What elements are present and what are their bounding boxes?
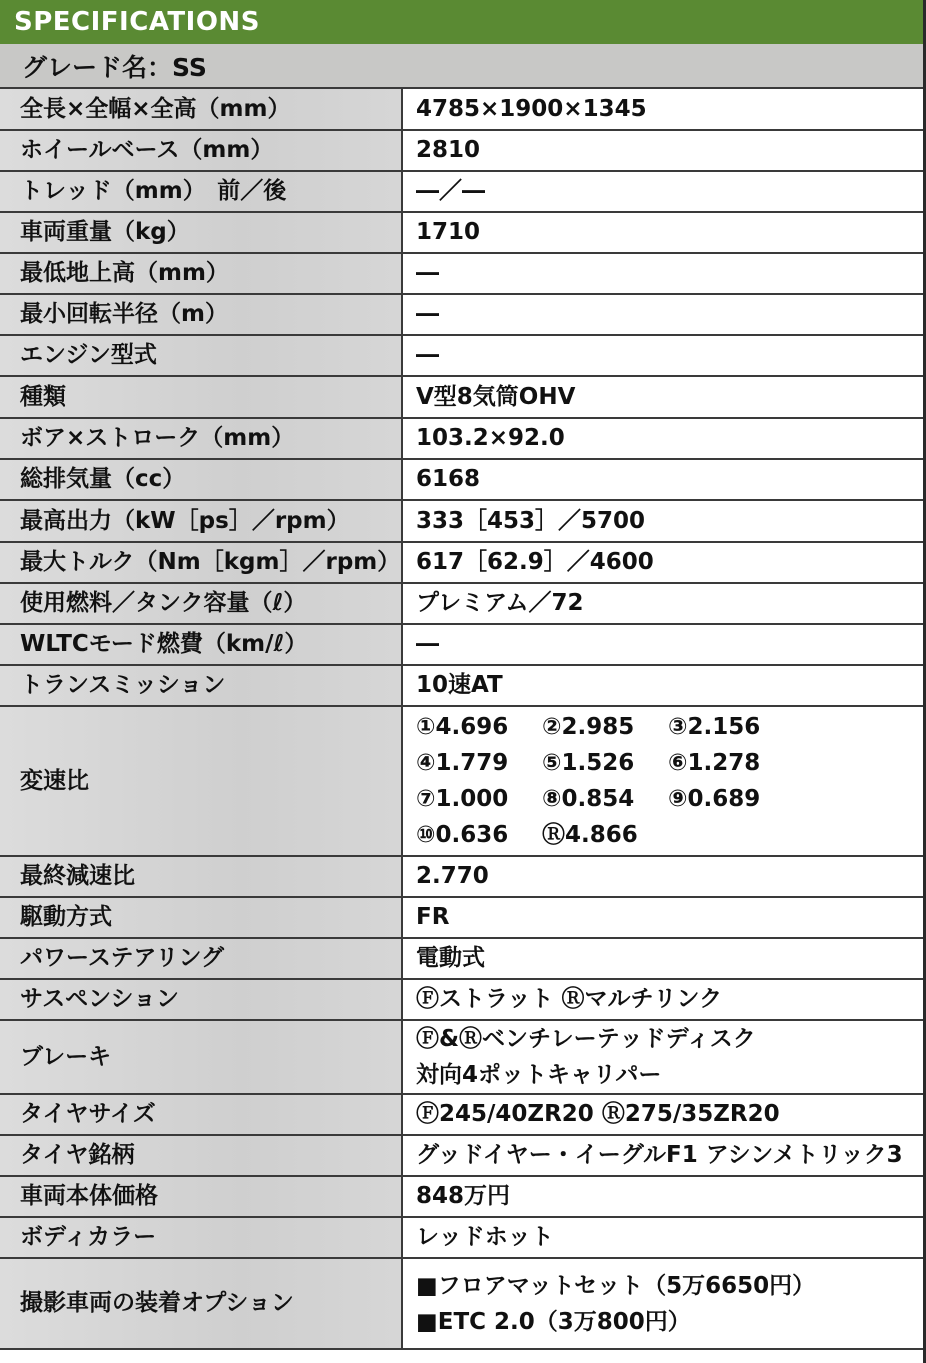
spec-value: 848万円: [402, 1176, 926, 1217]
spec-value: 6168: [402, 459, 926, 500]
spec-value-multiline: [402, 1258, 926, 1349]
gear-ratio-row: [416, 781, 926, 817]
spec-row: [0, 542, 926, 583]
gear-ratio: ⑦1.000: [416, 786, 509, 812]
grade-name: グレード名：SS: [0, 44, 926, 89]
spec-row: [0, 335, 926, 376]
spec-value: プレミアム／72: [402, 583, 926, 624]
spec-row: [0, 979, 926, 1020]
spec-row: [0, 1176, 926, 1217]
spec-row: [0, 706, 926, 856]
spec-row: [0, 376, 926, 418]
spec-row: [0, 89, 926, 130]
spec-value: 2.770: [402, 856, 926, 897]
spec-value: 電動式: [402, 938, 926, 979]
spec-label: 変速比: [0, 706, 402, 856]
gear-ratio-row: [416, 745, 926, 781]
spec-row: [0, 418, 926, 459]
spec-value: グッドイヤー・イーグルF1 アシンメトリック3: [402, 1135, 926, 1176]
gear-ratio: ④1.779: [416, 750, 509, 776]
spec-label: 撮影車両の装着オプション: [0, 1258, 402, 1349]
gear-ratio: ⑩0.636: [416, 822, 509, 848]
spec-row: [0, 171, 926, 212]
spec-value: レッドホット: [402, 1217, 926, 1258]
gear-ratio-row: [416, 817, 926, 853]
spec-value-line: ■フロアマットセット（5万6650円）: [416, 1272, 816, 1299]
spec-row: [0, 1094, 926, 1135]
section-title: SPECIFICATIONS: [0, 0, 926, 44]
spec-row: [0, 897, 926, 938]
spec-label: ブレーキ: [0, 1020, 402, 1094]
spec-label: 最高出力（kW［ps］／rpm）: [0, 500, 402, 542]
spec-row: [0, 1135, 926, 1176]
spec-value: FR: [402, 897, 926, 938]
spec-value: 103.2×92.0: [402, 418, 926, 459]
spec-table: [0, 89, 926, 1350]
spec-row: [0, 583, 926, 624]
spec-row: [0, 1258, 926, 1349]
spec-label: トランスミッション: [0, 665, 402, 706]
spec-label: WLTCモード燃費（km/ℓ）: [0, 624, 402, 665]
spec-row: [0, 294, 926, 335]
spec-value: 10速AT: [402, 665, 926, 706]
spec-label: ボディカラー: [0, 1217, 402, 1258]
spec-row: [0, 500, 926, 542]
gear-ratio: ②2.985: [542, 714, 635, 740]
spec-value-line: Ⓕ&Ⓡベンチレーテッドディスク: [416, 1026, 756, 1052]
gear-ratio: Ⓡ4.866: [542, 822, 638, 848]
spec-value-multiline: [402, 1020, 926, 1094]
gear-ratio: ⑤1.526: [542, 750, 635, 776]
spec-value-line: ■ETC 2.0（3万800円）: [416, 1308, 691, 1335]
spec-label: 車両重量（kg）: [0, 212, 402, 253]
spec-label: ボア×ストローク（mm）: [0, 418, 402, 459]
spec-value: 333［453］／5700: [402, 500, 926, 542]
spec-label: 最低地上高（mm）: [0, 253, 402, 294]
spec-value: Ⓕストラット Ⓡマルチリンク: [402, 979, 926, 1020]
spec-label: 使用燃料／タンク容量（ℓ）: [0, 583, 402, 624]
gear-ratio: ①4.696: [416, 714, 509, 740]
spec-value: ―／―: [402, 171, 926, 212]
spec-value: 2810: [402, 130, 926, 171]
spec-row: [0, 856, 926, 897]
spec-label: 駆動方式: [0, 897, 402, 938]
spec-value: Ⓕ245/40ZR20 Ⓡ275/35ZR20: [402, 1094, 926, 1135]
spec-value: ―: [402, 253, 926, 294]
spec-value: 4785×1900×1345: [402, 89, 926, 130]
spec-value-line: 対向4ポットキャリパー: [416, 1062, 662, 1088]
spec-label: サスペンション: [0, 979, 402, 1020]
spec-row: [0, 938, 926, 979]
gear-ratio: ③2.156: [668, 714, 761, 740]
spec-value: V型8気筒OHV: [402, 376, 926, 418]
spec-label: トレッド（mm） 前／後: [0, 171, 402, 212]
spec-row: [0, 130, 926, 171]
spec-row: [0, 1217, 926, 1258]
spec-label: 車両本体価格: [0, 1176, 402, 1217]
gear-ratio: ⑥1.278: [668, 750, 761, 776]
spec-row: [0, 665, 926, 706]
spec-label: ホイールベース（mm）: [0, 130, 402, 171]
spec-label: 全長×全幅×全高（mm）: [0, 89, 402, 130]
spec-row: [0, 459, 926, 500]
spec-value: ―: [402, 335, 926, 376]
spec-label: 最大トルク（Nm［kgm］／rpm）: [0, 542, 402, 583]
gear-ratios: [402, 706, 926, 856]
spec-label: 総排気量（cc）: [0, 459, 402, 500]
gear-ratio: ⑨0.689: [668, 786, 761, 812]
spec-label: 最小回転半径（m）: [0, 294, 402, 335]
spec-label: パワーステアリング: [0, 938, 402, 979]
spec-value: ―: [402, 624, 926, 665]
spec-label: タイヤサイズ: [0, 1094, 402, 1135]
gear-ratio: ⑧0.854: [542, 786, 635, 812]
spec-row: [0, 212, 926, 253]
gear-ratio-row: [416, 709, 926, 745]
spec-row: [0, 1020, 926, 1094]
spec-row: [0, 624, 926, 665]
spec-value: 617［62.9］／4600: [402, 542, 926, 583]
spec-label: エンジン型式: [0, 335, 402, 376]
spec-label: タイヤ銘柄: [0, 1135, 402, 1176]
spec-value: 1710: [402, 212, 926, 253]
spec-row: [0, 253, 926, 294]
spec-label: 種類: [0, 376, 402, 418]
spec-value: ―: [402, 294, 926, 335]
spec-label: 最終減速比: [0, 856, 402, 897]
